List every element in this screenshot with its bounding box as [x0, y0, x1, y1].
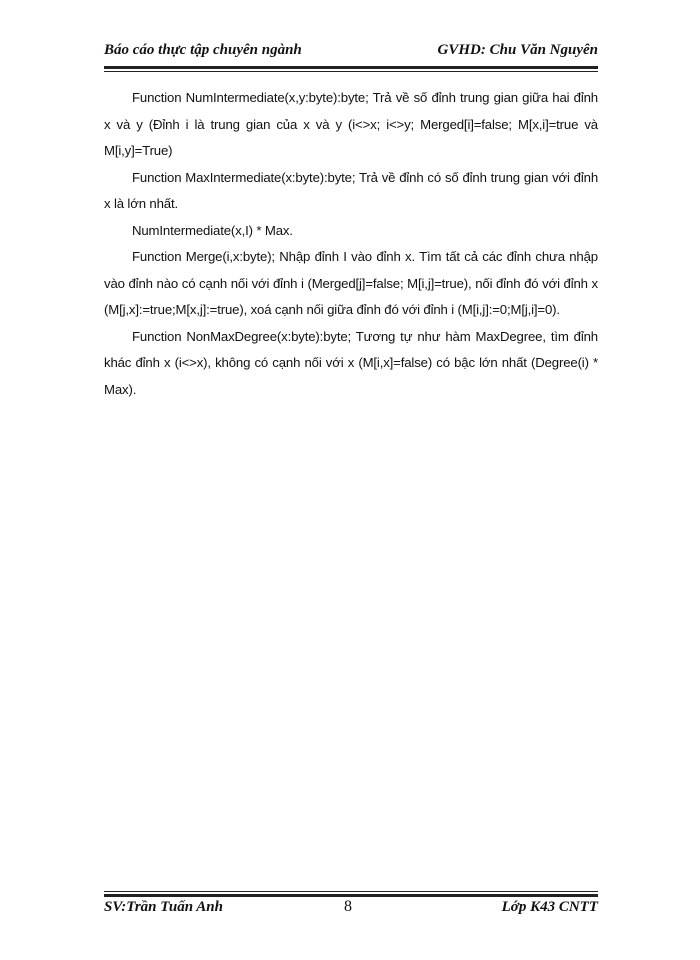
paragraph-merge: Function Merge(i,x:byte); Nhập đỉnh I vào đỉnh x. Tìm tất cả các đỉnh chưa nhập vào đỉnh nào có cạnh nối với đỉnh i (Merged[j]=false; M[i,j]=true), nối đỉnh đó với đỉnh x (M[j,x]:=true;M[x,j]:=true), xoá cạnh nối giữa đỉnh đó với đỉnh i (M[i,j]:=0;M[j,i]=0).: [104, 249, 598, 317]
paragraph-num-intermediate: Function NumIntermediate(x,y:byte):byte; Trả về số đỉnh trung gian giữa hai đỉnh x và y (Đỉnh i là trung gian của x và y (i<>x; i<>y; Merged[i]=false; M[x,i]=true và M[i,y]=True): [104, 90, 598, 158]
footer-rule-thin: [104, 891, 598, 892]
header-rule-thin: [104, 71, 598, 72]
paragraph-num-intermediate-max: NumIntermediate(x,I) * Max.: [132, 222, 293, 238]
header-report-title: Báo cáo thực tập chuyên ngành: [104, 42, 302, 58]
document-body: [104, 85, 598, 403]
paragraph-non-max-degree: Function NonMaxDegree(x:byte):byte; Tương tự như hàm MaxDegree, tìm đỉnh khác đỉnh x (i<>x), không có cạnh nối với x (M[i,x]=false) có bậc lớn nhất (Degree(i) * Max).: [104, 328, 598, 397]
footer-class: Lớp K43 CNTT: [501, 899, 598, 915]
header-rule-thick: [104, 66, 598, 69]
footer-student-name: SV:Trần Tuấn Anh: [104, 899, 223, 915]
page-number: 8: [344, 898, 352, 915]
header-supervisor: GVHD: Chu Văn Nguyên: [437, 42, 598, 58]
paragraph-max-intermediate: Function MaxIntermediate(x:byte):byte; Trả về đỉnh có số đỉnh trung gian với đỉnh x là lớn nhất.: [104, 169, 598, 211]
page-header: [104, 42, 598, 64]
page-footer: [104, 899, 598, 921]
footer-rule-thick: [104, 894, 598, 897]
